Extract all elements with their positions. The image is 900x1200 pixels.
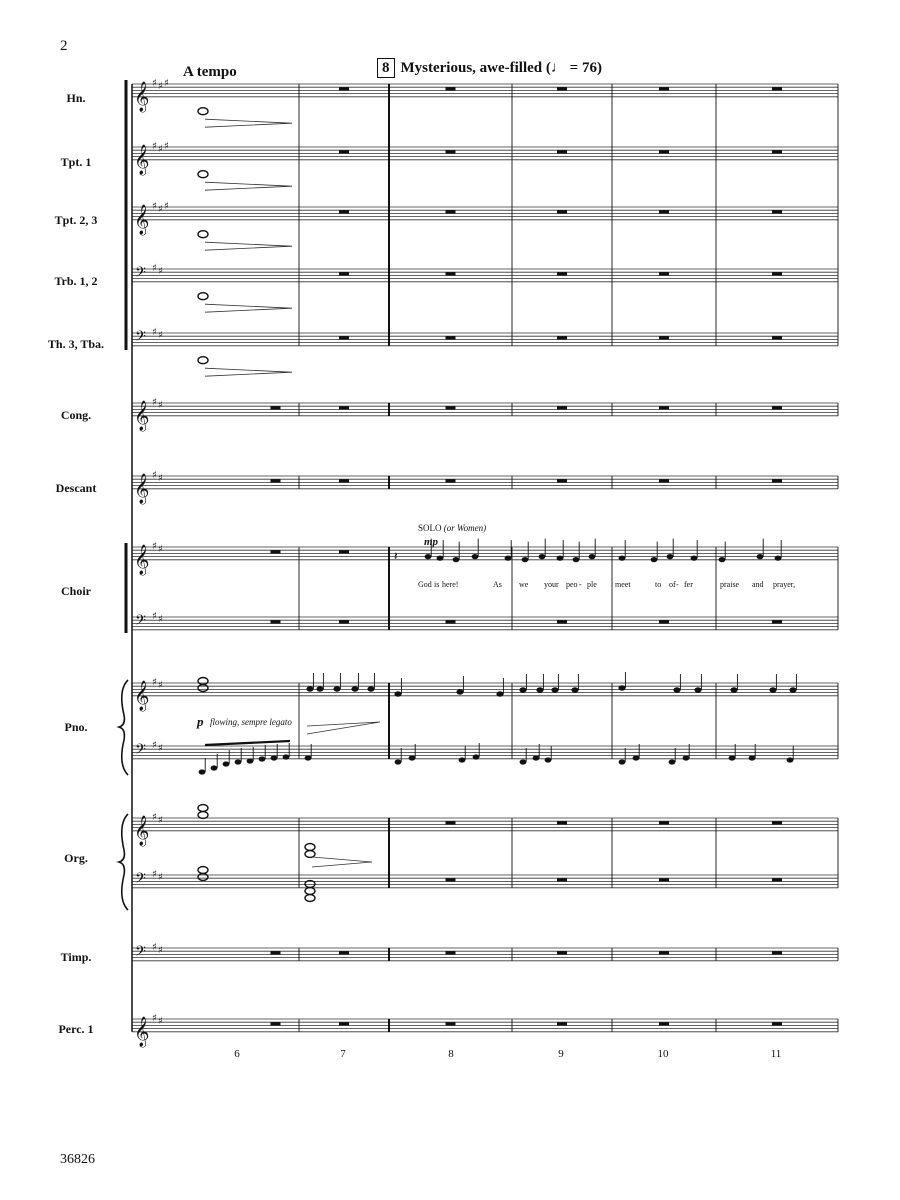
sharp-icon: ♯ <box>164 141 169 152</box>
piano-brace <box>119 680 128 775</box>
quarter-note <box>619 556 626 561</box>
instrument-label-hn: Hn. <box>66 91 86 105</box>
whole-rest <box>446 821 456 825</box>
whole-rest <box>557 951 567 955</box>
whole-rest <box>446 406 456 410</box>
piano-dynamic: p <box>197 714 204 729</box>
sharp-icon: ♯ <box>158 680 163 691</box>
quarter-note <box>557 556 564 561</box>
piano-note <box>235 759 242 764</box>
whole-rest <box>772 951 782 955</box>
piano-note <box>459 757 466 762</box>
whole-rest <box>339 336 349 340</box>
sharp-icon: ♯ <box>158 266 163 277</box>
whole-rest <box>446 150 456 154</box>
instrument-label-tpt1: Tpt. 1 <box>60 155 92 169</box>
treble-clef-icon: 𝄞 <box>134 680 150 711</box>
piano-expression: flowing, sempre legato <box>210 717 292 727</box>
piano-note <box>316 686 323 691</box>
lyric-syllable: your <box>544 580 559 589</box>
whole-rest <box>446 210 456 214</box>
piano-note <box>729 755 736 760</box>
piano-note <box>789 687 796 692</box>
whole-rest <box>557 272 567 276</box>
decrescendo-hairpin <box>205 182 292 190</box>
whole-rest <box>446 479 456 483</box>
whole-rest <box>772 150 782 154</box>
whole-note <box>198 812 208 819</box>
whole-rest <box>557 479 567 483</box>
bass-clef-icon: 𝄢 <box>135 264 146 285</box>
decrescendo-hairpin <box>205 304 292 312</box>
instrument-label-perc1: Perc. 1 <box>58 1022 94 1036</box>
sharp-icon: ♯ <box>158 815 163 826</box>
instrument-label-trb12: Trb. 1, 2 <box>54 274 98 288</box>
piano-note <box>519 687 526 692</box>
quarter-note <box>667 554 674 559</box>
whole-rest <box>772 821 782 825</box>
piano-note <box>223 761 230 766</box>
solo-label: SOLO <box>418 523 442 533</box>
whole-rest <box>772 878 782 882</box>
whole-rest <box>271 479 281 483</box>
piano-note <box>305 755 312 760</box>
lyric-syllable: meet <box>615 580 631 589</box>
sharp-icon: ♯ <box>158 945 163 956</box>
sharp-icon: ♯ <box>164 78 169 89</box>
piano-note <box>409 755 416 760</box>
whole-note <box>198 108 208 115</box>
sharp-icon: ♯ <box>152 677 157 688</box>
instrument-label-timp: Timp. <box>60 950 92 964</box>
piano-note <box>283 754 290 759</box>
whole-rest <box>659 150 669 154</box>
bass-clef-icon: 𝄢 <box>135 612 146 633</box>
quarter-rest-icon: 𝄽 <box>394 549 398 563</box>
sharp-icon: ♯ <box>152 470 157 481</box>
whole-rest <box>339 1022 349 1025</box>
quarter-note <box>589 554 596 559</box>
lyric-syllable: God <box>418 580 432 589</box>
lyric-syllable: prayer, <box>773 580 796 589</box>
lyric-syllable: here! <box>442 580 459 589</box>
whole-rest <box>557 1022 567 1025</box>
piano-note <box>545 757 552 762</box>
piano-note <box>211 765 218 770</box>
treble-clef-icon: 𝄞 <box>134 473 150 504</box>
whole-note <box>305 895 315 902</box>
quarter-note <box>472 554 479 559</box>
piano-note <box>633 755 640 760</box>
whole-rest <box>339 620 349 624</box>
sharp-icon: ♯ <box>152 541 157 552</box>
sharp-icon: ♯ <box>158 614 163 625</box>
page-number: 2 <box>60 38 68 54</box>
measure-number: 10 <box>657 1048 669 1060</box>
solo-dynamic: mp <box>424 536 439 548</box>
measure-number: 6 <box>234 1048 240 1060</box>
lyric-syllable: As <box>493 580 502 589</box>
whole-rest <box>446 1022 456 1025</box>
whole-note <box>198 231 208 238</box>
piano-note <box>769 687 776 692</box>
sharp-icon: ♯ <box>152 740 157 751</box>
piano-note <box>473 754 480 759</box>
whole-note <box>305 844 315 851</box>
sharp-icon: ♯ <box>158 1016 163 1027</box>
whole-note <box>198 685 208 692</box>
sharp-icon: ♯ <box>158 544 163 555</box>
lyric-syllable: we <box>519 580 529 589</box>
sharp-icon: ♯ <box>158 473 163 484</box>
quarter-note <box>573 557 580 562</box>
lyric-syllable: is <box>434 580 440 589</box>
sharp-icon: ♯ <box>152 201 157 212</box>
whole-note <box>198 678 208 685</box>
piano-note <box>694 687 701 692</box>
whole-rest <box>339 951 349 955</box>
whole-rest <box>659 1022 669 1025</box>
treble-clef-icon: 𝄞 <box>134 81 150 112</box>
whole-rest <box>772 406 782 410</box>
sharp-icon: ♯ <box>152 327 157 338</box>
lyric-syllable: to <box>655 580 662 589</box>
sharp-icon: ♯ <box>158 400 163 411</box>
whole-rest <box>659 272 669 276</box>
whole-rest <box>446 336 456 340</box>
instrument-label-descant: Descant <box>55 481 97 495</box>
lyric-syllable: and <box>752 580 764 589</box>
lyric-syllable: ple <box>587 580 597 589</box>
whole-rest <box>772 87 782 91</box>
quarter-note <box>775 556 782 561</box>
measure-number: 9 <box>558 1048 564 1060</box>
whole-note <box>198 805 208 812</box>
measure-number: 11 <box>770 1048 782 1060</box>
whole-rest <box>339 550 349 554</box>
decrescendo-hairpin <box>205 242 292 250</box>
whole-note <box>198 867 208 874</box>
whole-rest <box>271 951 281 955</box>
treble-clef-icon: 𝄞 <box>134 544 150 575</box>
quarter-note <box>505 556 512 561</box>
quarter-note <box>437 556 444 561</box>
bass-clef-icon: 𝄢 <box>135 741 146 762</box>
whole-rest <box>557 406 567 410</box>
sharp-icon: ♯ <box>158 743 163 754</box>
instrument-label-cong: Cong. <box>60 408 92 422</box>
whole-rest <box>271 406 281 410</box>
instrument-label-th3tba: Th. 3, Tba. <box>47 337 105 351</box>
treble-clef-icon: 𝄞 <box>134 144 150 175</box>
whole-rest <box>659 210 669 214</box>
piano-note <box>533 755 540 760</box>
piano-note <box>367 686 374 691</box>
sharp-icon: ♯ <box>152 812 157 823</box>
decrescendo-hairpin <box>205 368 292 376</box>
quarter-note <box>719 557 726 562</box>
organ-brace <box>119 814 128 910</box>
instrument-label-org: Org. <box>64 851 88 865</box>
whole-rest <box>659 620 669 624</box>
lyric-syllable: peo <box>566 580 578 589</box>
whole-rest <box>339 210 349 214</box>
whole-rest <box>659 406 669 410</box>
sharp-icon: ♯ <box>158 144 163 155</box>
instrument-label-choir: Choir <box>61 584 91 598</box>
whole-rest <box>659 821 669 825</box>
whole-note <box>305 851 315 858</box>
a-tempo-marking: A tempo <box>183 64 237 80</box>
whole-rest <box>557 620 567 624</box>
whole-rest <box>772 1022 782 1025</box>
decrescendo-hairpin <box>307 722 380 734</box>
quarter-note <box>651 557 658 562</box>
treble-clef-icon: 𝄞 <box>134 400 150 431</box>
whole-rest <box>557 87 567 91</box>
whole-rest <box>446 620 456 624</box>
whole-rest <box>339 272 349 276</box>
piano-note <box>619 759 626 764</box>
metronome-value: = 76 <box>569 59 597 76</box>
sharp-icon: ♯ <box>158 872 163 883</box>
whole-rest <box>339 150 349 154</box>
piano-note <box>456 689 463 694</box>
whole-rest <box>557 821 567 825</box>
sharp-icon: ♯ <box>152 1013 157 1024</box>
piano-note <box>669 759 676 764</box>
lyric-hyphen: - <box>676 580 679 589</box>
decrescendo-hairpin <box>205 119 292 127</box>
whole-rest <box>557 150 567 154</box>
whole-rest <box>446 87 456 91</box>
whole-rest <box>659 878 669 882</box>
piano-note <box>520 759 527 764</box>
piano-note <box>536 687 543 692</box>
piano-note <box>271 755 278 760</box>
piano-note <box>749 755 756 760</box>
quarter-note <box>425 554 432 559</box>
rehearsal-number: 8 <box>377 58 395 78</box>
treble-clef-icon: 𝄞 <box>134 815 150 846</box>
sharp-icon: ♯ <box>158 204 163 215</box>
lyric-syllable: praise <box>720 580 740 589</box>
piano-note <box>395 759 402 764</box>
whole-rest <box>557 878 567 882</box>
instrument-label-tpt23: Tpt. 2, 3 <box>54 213 98 227</box>
quarter-note <box>691 556 698 561</box>
piano-note <box>683 755 690 760</box>
whole-rest <box>446 951 456 955</box>
piano-note <box>199 769 206 774</box>
piano-note <box>571 687 578 692</box>
sharp-icon: ♯ <box>158 81 163 92</box>
piano-note <box>618 685 625 690</box>
solo-note: (or Women) <box>443 523 487 533</box>
measure-number: 8 <box>448 1048 454 1060</box>
piano-note <box>351 686 358 691</box>
sharp-icon: ♯ <box>152 263 157 274</box>
whole-rest <box>659 336 669 340</box>
sharp-icon: ♯ <box>152 869 157 880</box>
bass-clef-icon: 𝄢 <box>135 870 146 891</box>
sharp-icon: ♯ <box>152 397 157 408</box>
whole-rest <box>772 272 782 276</box>
instrument-label-pno: Pno. <box>64 720 88 734</box>
whole-rest <box>446 272 456 276</box>
sharp-icon: ♯ <box>164 201 169 212</box>
lyric-syllable: of <box>669 580 676 589</box>
whole-rest <box>339 87 349 91</box>
piano-note <box>247 758 254 763</box>
quarter-note <box>539 554 546 559</box>
whole-note <box>198 171 208 178</box>
whole-rest <box>557 210 567 214</box>
quarter-note-icon: ♩ <box>550 59 566 76</box>
treble-clef-icon: 𝄞 <box>134 204 150 235</box>
piano-note <box>394 691 401 696</box>
bass-clef-icon: 𝄢 <box>135 943 146 964</box>
whole-rest <box>271 620 281 624</box>
quarter-note <box>453 557 460 562</box>
piano-note <box>306 686 313 691</box>
piano-note <box>259 756 266 761</box>
whole-note <box>198 293 208 300</box>
whole-rest <box>271 550 281 554</box>
tempo-text-before: Mysterious, awe-filled ( <box>400 59 551 76</box>
treble-clef-icon: 𝄞 <box>134 1016 150 1047</box>
sharp-icon: ♯ <box>152 942 157 953</box>
quarter-note <box>522 557 529 562</box>
whole-rest <box>772 620 782 624</box>
measure-number: 7 <box>340 1048 346 1060</box>
whole-rest <box>271 1022 281 1025</box>
quarter-note <box>757 554 764 559</box>
decrescendo-hairpin <box>312 857 372 867</box>
whole-rest <box>772 479 782 483</box>
piano-note <box>333 686 340 691</box>
bass-clef-icon: 𝄢 <box>135 328 146 349</box>
whole-rest <box>772 210 782 214</box>
whole-rest <box>339 479 349 483</box>
sharp-icon: ♯ <box>158 330 163 341</box>
whole-note <box>198 357 208 364</box>
catalog-number: 36826 <box>60 1152 95 1167</box>
piano-note <box>787 757 794 762</box>
whole-rest <box>557 336 567 340</box>
sharp-icon: ♯ <box>152 141 157 152</box>
piano-note <box>673 687 680 692</box>
whole-rest <box>659 479 669 483</box>
sharp-icon: ♯ <box>152 78 157 89</box>
lyric-hyphen: - <box>579 580 582 589</box>
whole-rest <box>659 951 669 955</box>
whole-rest <box>446 878 456 882</box>
sharp-icon: ♯ <box>152 611 157 622</box>
piano-note <box>496 691 503 696</box>
whole-rest <box>772 336 782 340</box>
whole-note <box>305 888 315 895</box>
whole-rest <box>659 87 669 91</box>
whole-rest <box>339 406 349 410</box>
lyric-syllable: fer <box>684 580 693 589</box>
tempo-text-after: ) <box>596 59 602 76</box>
piano-note <box>730 687 737 692</box>
piano-note <box>551 687 558 692</box>
